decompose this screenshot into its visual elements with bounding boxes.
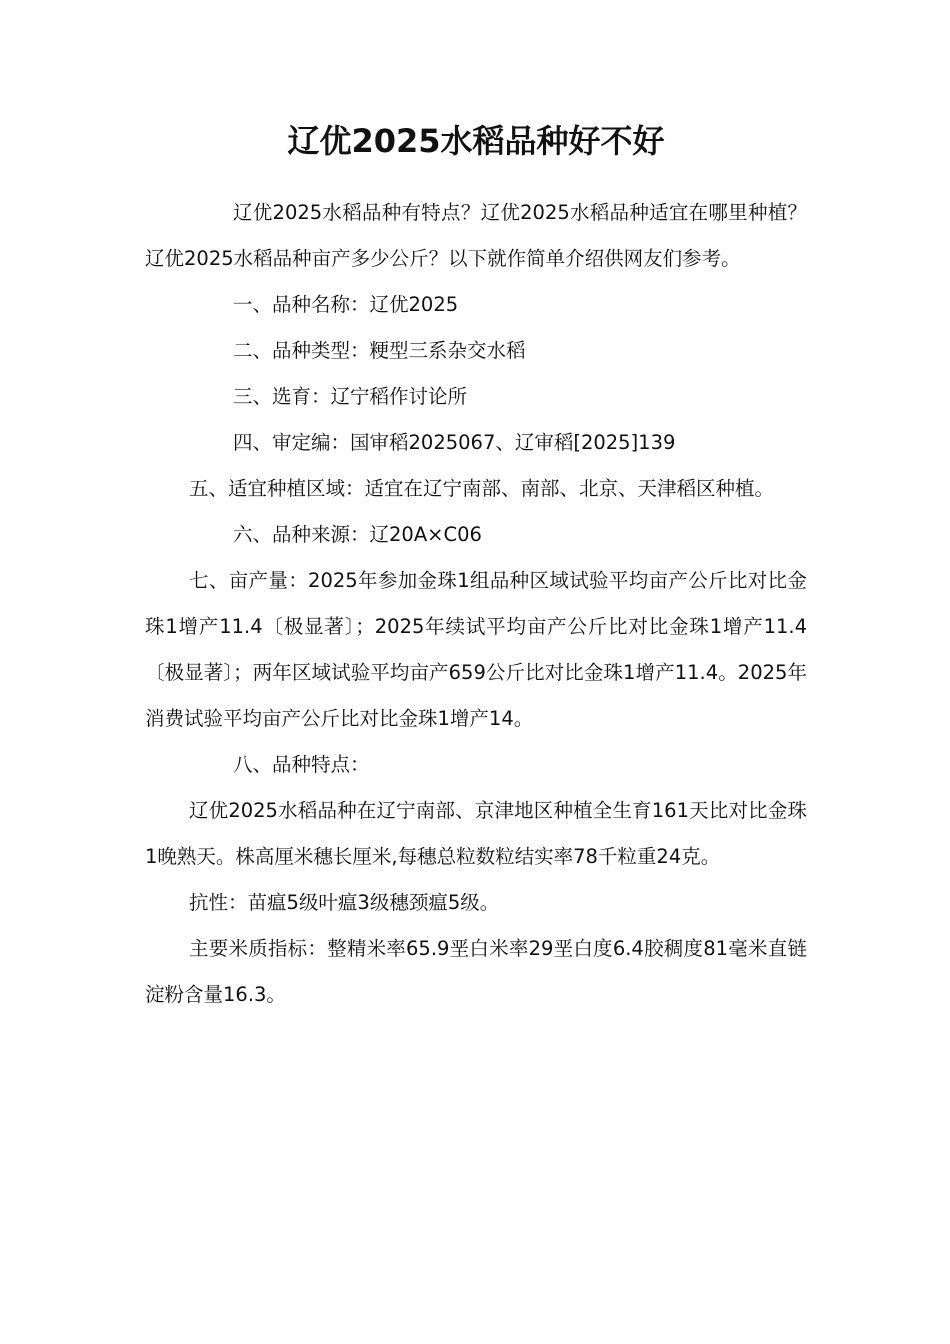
intro-paragraph: 辽优2025水稻品种有特点？辽优2025水稻品种适宜在哪里种植？辽优2025水稻品种亩产多少公斤？以下就作简单介绍供网友们参考。 [145,201,807,270]
rice-quality-paragraph: 主要米质指标：整精米率65.9垩白米率29垩白度6.4胶稠度81毫米直链淀粉含量16.3。 [145,937,807,1006]
item-variety-source: 六、品种来源：辽20A×C06 [233,523,482,546]
item-approval-number: 四、审定编：国审稻2025067、辽审稻[2025]139 [233,431,676,454]
item-planting-region: 五、适宜种植区域：适宜在辽宁南部、南部、北京、天津稻区种植。 [189,477,775,500]
features-paragraph: 辽优2025水稻品种在辽宁南部、京津地区种植全生育161天比对比金珠1晚熟天。株高厘米穗长厘米,每穗总粒数粒结实率78千粒重24克。 [145,799,807,868]
document-body [145,118,807,1018]
item-breeder: 三、选育：辽宁稻作讨论所 [233,385,468,408]
item-variety-name: 一、品种名称：辽优2025 [233,293,459,316]
item-yield: 七、亩产量：2025年参加金珠1组品种区域试验平均亩产公斤比对比金珠1增产11.4〔极显著〕；2025年续试平均亩产公斤比对比金珠1增产11.4〔极显著〕；两年区域试验平均亩产659公斤比对比金珠1增产11.4。2025年消费试验平均亩产公斤比对比金珠1增产14。 [145,569,807,730]
item-variety-type: 二、品种类型：粳型三系杂交水稻 [233,339,526,362]
item-features-heading: 八、品种特点： [233,753,370,776]
document-title: 辽优2025水稻品种好不好 [287,122,665,160]
resistance-paragraph: 抗性：苗瘟5级叶瘟3级穗颈瘟5级。 [189,891,500,914]
